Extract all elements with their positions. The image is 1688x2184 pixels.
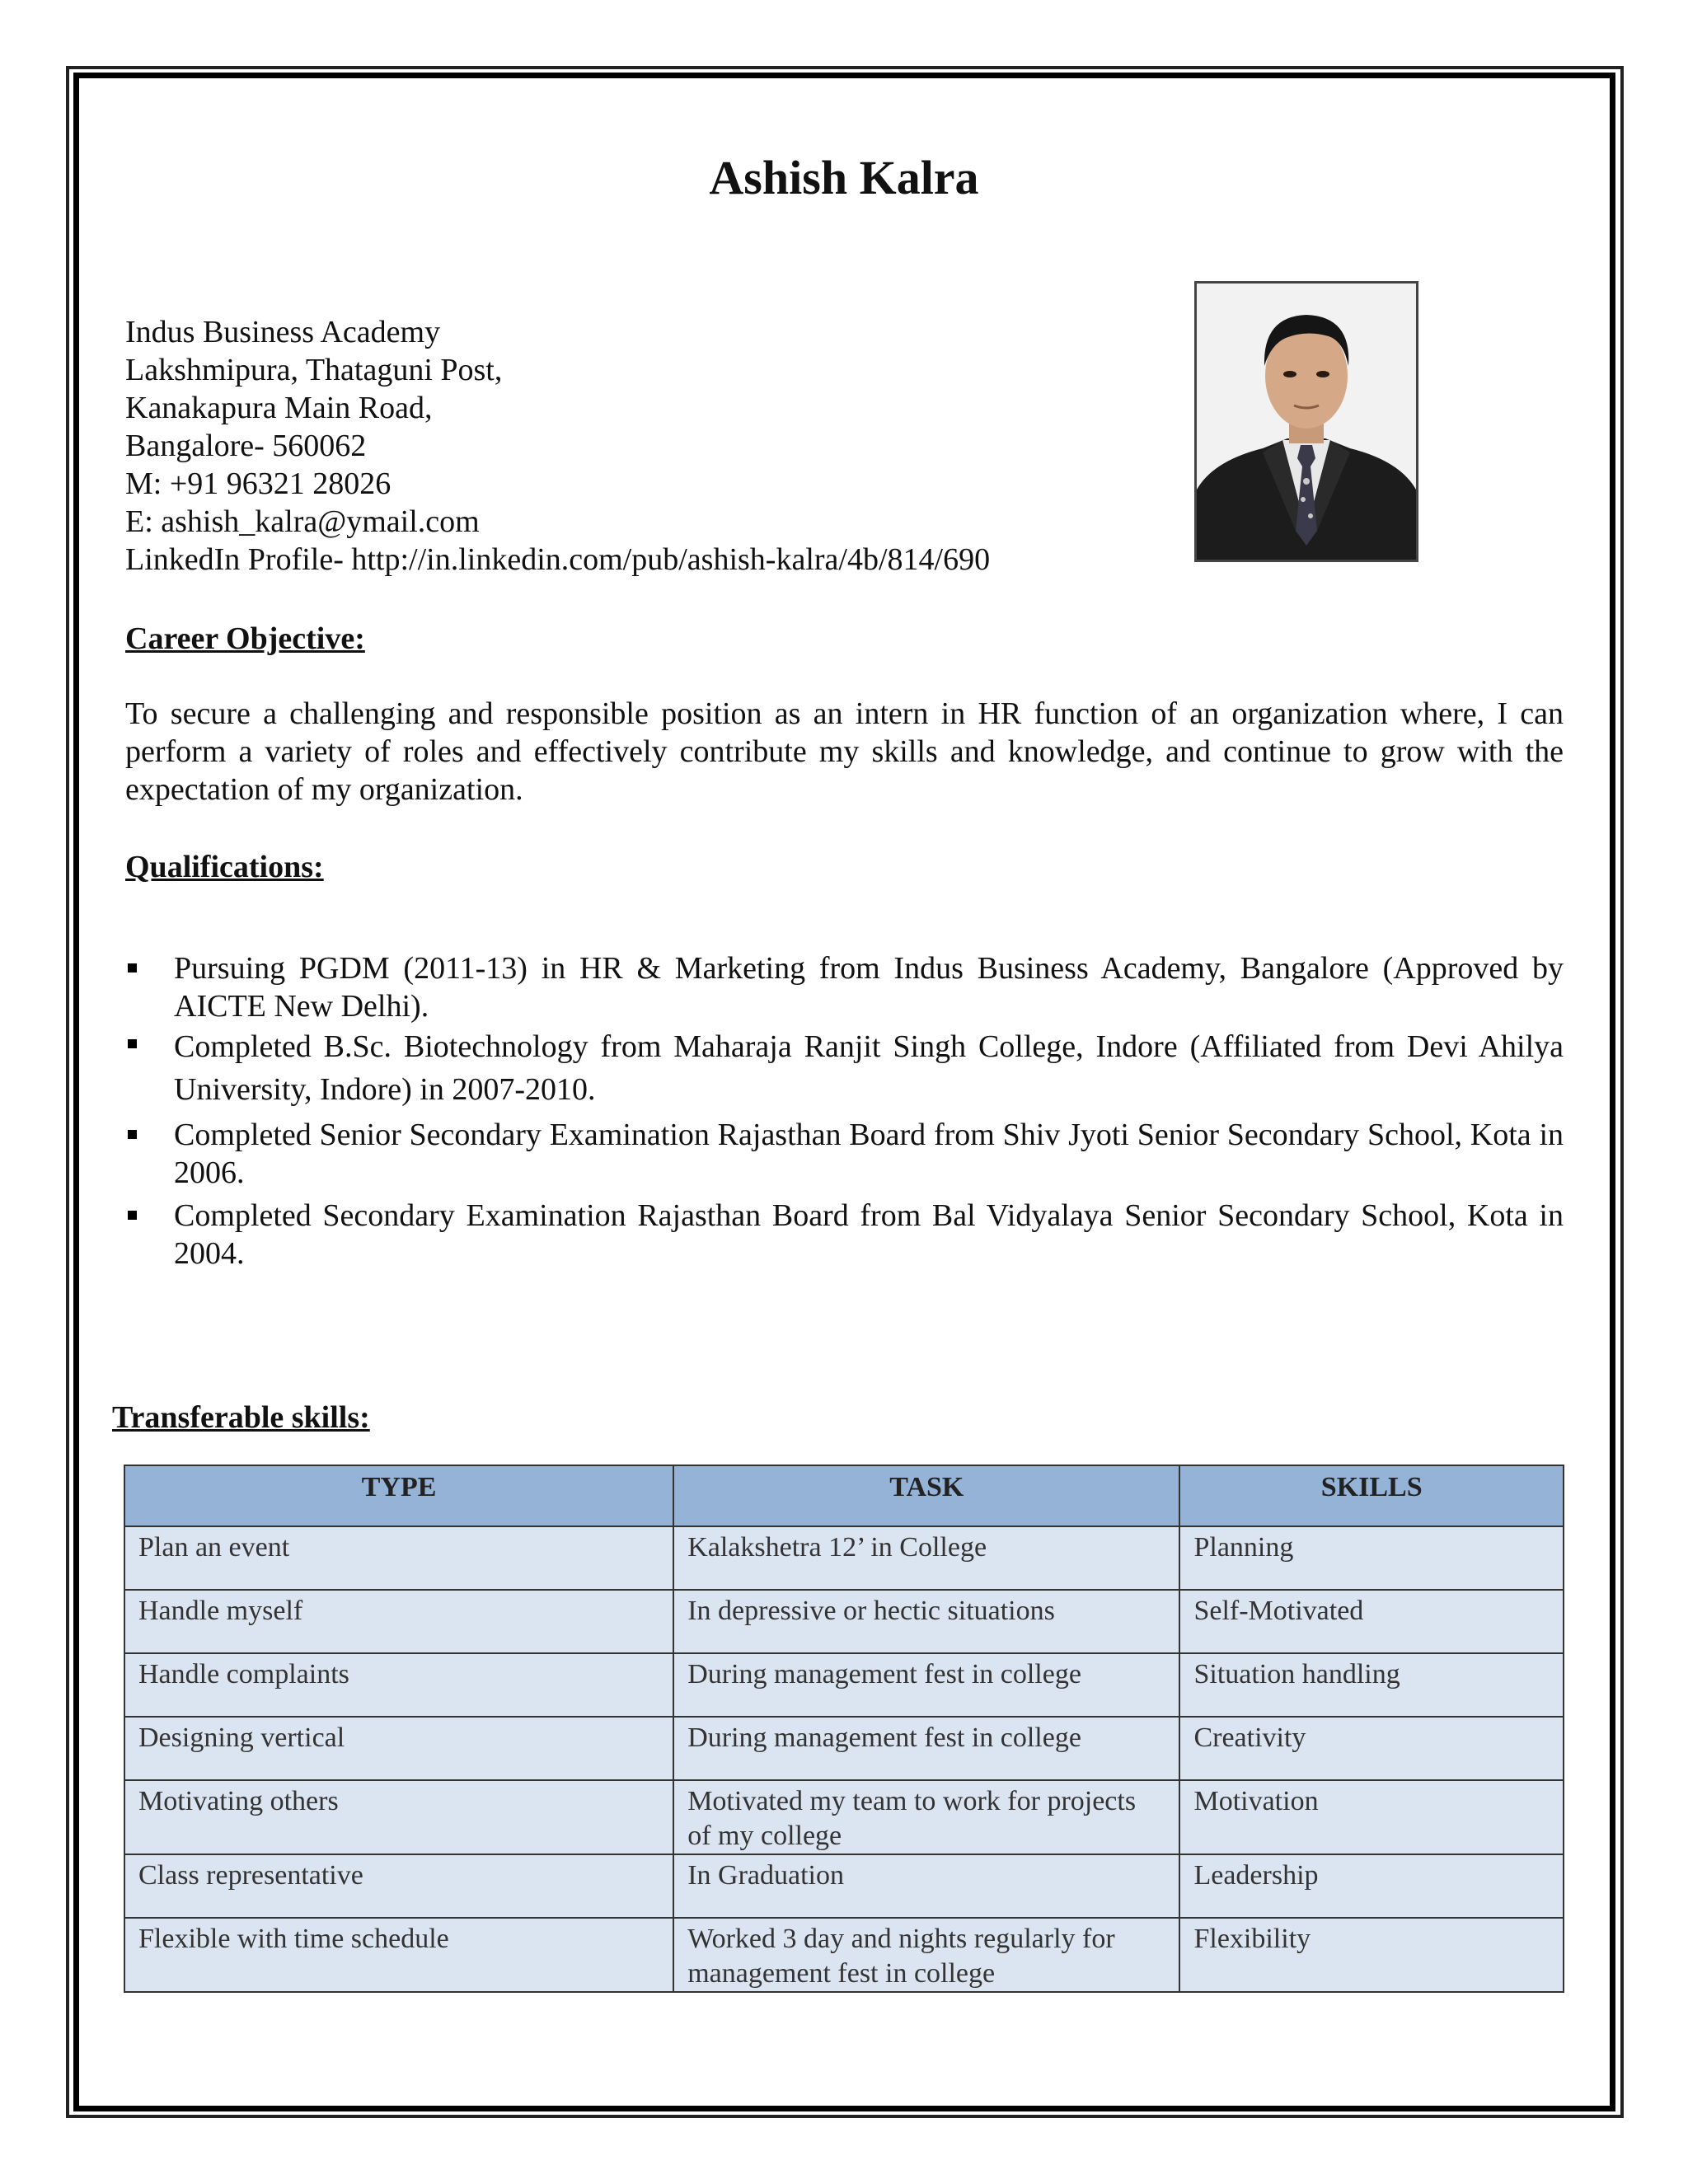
qualification-text: Completed Senior Secondary Examination Rajasthan Board from Shiv Jyoti Senior Secondary School, Kota in 2006.: [174, 1118, 1564, 1190]
cell-task: Kalakshetra 12’ in College: [673, 1526, 1179, 1590]
portrait-illustration: [1197, 284, 1416, 560]
table-header-row: [124, 1465, 1564, 1526]
profile-photo: [1194, 281, 1418, 562]
cell-type: Flexible with time schedule: [124, 1918, 673, 1992]
table-row: [124, 1717, 1564, 1780]
cell-type: Designing vertical: [124, 1717, 673, 1780]
email-address: E: ashish_kalra@ymail.com: [125, 504, 480, 539]
career-objective-text: To secure a challenging and responsible position as an intern in HR function of an organization where, I can perform a variety of roles and effectively contribute my skills and knowledge, and continue to grow with the expectation of my organization.: [125, 696, 1564, 807]
qualification-text: Pursuing PGDM (2011-13) in HR & Marketing from Indus Business Academy, Bangalore (Approved by AICTE New Delhi).: [174, 951, 1564, 1024]
qualification-item: [125, 1025, 1564, 1111]
cell-type: Plan an event: [124, 1526, 673, 1590]
cell-skill: Creativity: [1179, 1717, 1564, 1780]
cell-task: In Graduation: [673, 1854, 1179, 1918]
cell-task: Worked 3 day and nights regularly for management fest in college: [673, 1918, 1179, 1992]
transferable-skills-heading: Transferable skills:: [112, 1400, 370, 1435]
square-bullet-icon: [128, 1211, 137, 1220]
career-objective-heading: Career Objective:: [125, 621, 365, 656]
mobile-number: M: +91 96321 28026: [125, 466, 392, 501]
table-row: [124, 1780, 1564, 1854]
column-header-task: TASK: [673, 1465, 1179, 1526]
column-header-type: TYPE: [124, 1465, 673, 1526]
qualification-item: [125, 1116, 1564, 1192]
table-row: [124, 1526, 1564, 1590]
square-bullet-icon: [128, 1039, 137, 1048]
cell-type: Motivating others: [124, 1780, 673, 1854]
qualification-item: [125, 949, 1564, 1025]
cell-skill: Planning: [1179, 1526, 1564, 1590]
cell-skill: Motivation: [1179, 1780, 1564, 1854]
cell-task: Motivated my team to work for projects of my college: [673, 1780, 1179, 1854]
linkedin-profile: LinkedIn Profile- http://in.linkedin.com/pub/ashish-kalra/4b/814/690: [125, 542, 991, 577]
cell-task: During management fest in college: [673, 1717, 1179, 1780]
cell-task: During management fest in college: [673, 1653, 1179, 1717]
qualification-text: Completed B.Sc. Biotechnology from Maharaja Ranjit Singh College, Indore (Affiliated from Devi Ahilya University, Indore) in 2007-2010.: [174, 1029, 1564, 1107]
table-row: [124, 1854, 1564, 1918]
address-line-city: Bangalore- 560062: [125, 429, 367, 463]
qualifications-heading: Qualifications:: [125, 850, 324, 884]
candidate-name: Ashish Kalra: [709, 151, 979, 204]
contact-block: [125, 313, 990, 579]
transferable-skills-table: [124, 1465, 1564, 1993]
cell-skill: Leadership: [1179, 1854, 1564, 1918]
qualification-text: Completed Secondary Examination Rajasthan Board from Bal Vidyalaya Senior Secondary School, Kota in 2004.: [174, 1198, 1564, 1271]
square-bullet-icon: [128, 1130, 137, 1139]
table-row: [124, 1918, 1564, 1992]
cell-type: Class representative: [124, 1854, 673, 1918]
column-header-skills: SKILLS: [1179, 1465, 1564, 1526]
table-row: [124, 1653, 1564, 1717]
cell-skill: Flexibility: [1179, 1918, 1564, 1992]
table-row: [124, 1590, 1564, 1653]
address-line-institute: Indus Business Academy: [125, 315, 441, 349]
cell-type: Handle myself: [124, 1590, 673, 1653]
cell-task: In depressive or hectic situations: [673, 1590, 1179, 1653]
qualifications-list: [125, 949, 1564, 1272]
cell-skill: Self-Motivated: [1179, 1590, 1564, 1653]
address-line-road: Kanakapura Main Road,: [125, 391, 433, 425]
square-bullet-icon: [128, 963, 137, 972]
qualification-item: [125, 1197, 1564, 1272]
address-line-locality: Lakshmipura, Thataguni Post,: [125, 353, 503, 387]
cell-type: Handle complaints: [124, 1653, 673, 1717]
cell-skill: Situation handling: [1179, 1653, 1564, 1717]
